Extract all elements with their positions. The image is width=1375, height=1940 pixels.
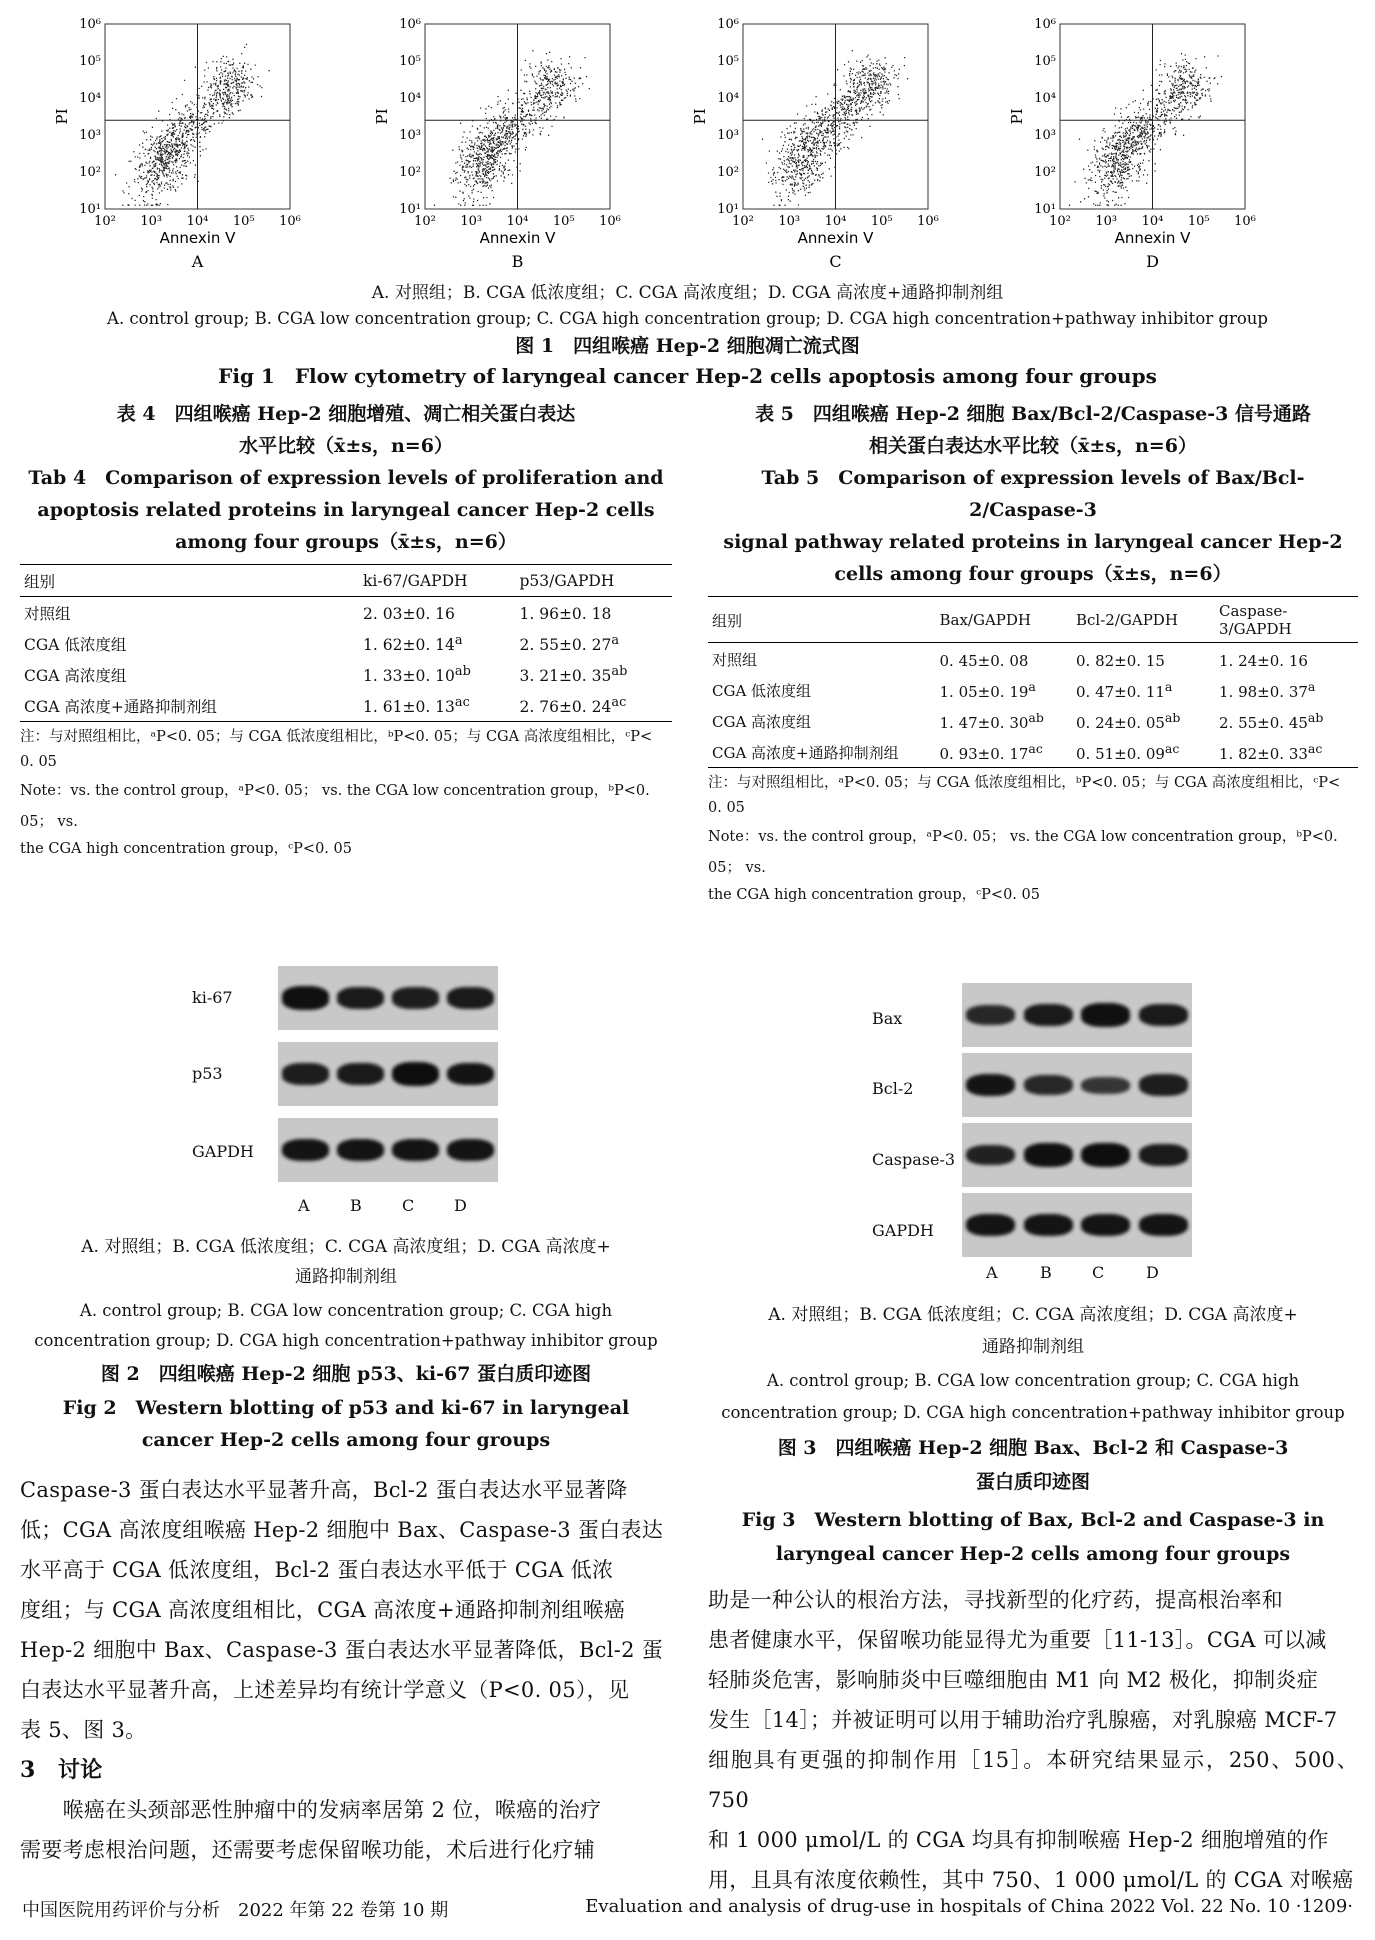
table4-block — [20, 398, 672, 865]
x-tick-label: 10⁴ — [186, 214, 209, 229]
tab5-header: 组别 — [708, 597, 936, 643]
y-axis-label: PI — [373, 108, 391, 125]
tab5-cell: 0. 24±0. $05^{ab}$ — [1076, 710, 1181, 732]
text-line: Caspase-3 蛋白表达水平显著升高，Bcl-2 蛋白表达水平显著降 — [20, 1478, 628, 1502]
x-tick-label: 10² — [732, 214, 754, 229]
blot-strip-ki67 — [278, 966, 498, 1030]
y-tick-label: 10⁵ — [399, 54, 421, 69]
x-tick-label: 10³ — [140, 214, 163, 229]
blot-strip-gapdh-3 — [962, 1193, 1192, 1257]
text-line: 轻肺炎危害，影响肺炎中巨噬细胞由 M1 向 M2 极化，抑制炎症 — [708, 1668, 1319, 1692]
tab4-cell: 2. 03±0. 16 — [363, 605, 455, 624]
y-tick-label: 10⁶ — [1034, 17, 1056, 32]
fig2-cap-en-1: A. control group; B. CGA low concentration group; C. CGA high — [79, 1301, 613, 1320]
text-line: 细胞具有更强的抑制作用［15］。本研究结果显示，250、500、750 — [708, 1748, 1358, 1812]
blot-strip-p53 — [278, 1042, 498, 1106]
band-bax-c — [1081, 1003, 1130, 1026]
y-tick-label: 10¹ — [399, 202, 421, 217]
y-tick-label: 10⁴ — [1034, 91, 1056, 106]
fig2-title-zh: 图 2 四组喉癌 Hep-2 细胞 p53、ki-67 蛋白质印迹图 — [100, 1363, 592, 1385]
footer-left: 中国医院用药评价与分析 2022 年第 22 卷第 10 期 — [22, 1900, 449, 1921]
tab4-header: p53/GAPDH — [516, 565, 673, 597]
tab4-cell: 3. 21±0. $35^{ab}$ — [519, 664, 628, 686]
y-axis-label: PI — [1008, 108, 1026, 125]
band-gapdh3-b — [1024, 1214, 1073, 1237]
x-tick-label: 10⁴ — [824, 214, 847, 229]
tab5-cell: 0. 45±0. 08 — [939, 652, 1029, 670]
tab5-header: Caspase-3/GAPDH — [1215, 597, 1358, 643]
y-tick-label: 10⁵ — [1034, 54, 1056, 69]
tab4-note-zh-2: 0. 05 — [20, 754, 57, 770]
tab5-cell: 1. 47±0. $30^{ab}$ — [939, 710, 1044, 732]
band-bax-d — [1139, 1004, 1188, 1026]
lane-label: A — [986, 1263, 998, 1282]
band-p53-b — [337, 1063, 384, 1085]
blot-strip-caspase3 — [962, 1123, 1192, 1187]
flow-cytometry-figure — [53, 14, 1330, 274]
y-axis-label: PI — [691, 108, 709, 125]
band-p53-a — [282, 1063, 329, 1084]
blot-strip-gapdh — [278, 1118, 498, 1182]
fig3-cap-en-1: A. control group; B. CGA low concentration group; C. CGA high — [766, 1371, 1300, 1390]
tab4-title-zh-1: 表 4 四组喉癌 Hep-2 细胞增殖、凋亡相关蛋白表达 — [116, 403, 576, 425]
blot-strip-bax — [962, 983, 1192, 1047]
text-line: 喉癌在头颈部恶性肿瘤中的发病率居第 2 位，喉癌的治疗 — [20, 1798, 602, 1822]
text-line: 助是一种公认的根治方法，寻找新型的化疗药，提高根治率和 — [708, 1588, 1284, 1612]
tab5-cell: CGA 高浓度+通路抑制剂组 — [708, 736, 936, 768]
fig2-cap-en-2: concentration group; D. CGA high concentration+pathway inhibitor group — [34, 1331, 658, 1350]
text-line: 需要考虑根治问题，还需要考虑保留喉功能，术后进行化疗辅 — [20, 1838, 596, 1862]
y-tick-label: 10¹ — [1034, 202, 1056, 217]
fig3-title-zh-1: 图 3 四组喉癌 Hep-2 细胞 Bax、Bcl-2 和 Caspase-3 — [777, 1437, 1289, 1459]
text-line: Hep-2 细胞中 Bax、Caspase-3 蛋白表达水平显著降低，Bcl-2 蛋 — [20, 1638, 664, 1662]
table-row — [20, 597, 672, 629]
fig3-title-en-2: laryngeal cancer Hep-2 cells among four groups — [775, 1543, 1291, 1565]
tab4-title-zh-2: 水平比较（x̄±s，n=6） — [239, 435, 453, 457]
blot-strip-bcl2 — [962, 1053, 1192, 1117]
fig2-label: ki-67 — [192, 988, 233, 1007]
band-bcl2-c — [1081, 1077, 1130, 1094]
band-casp3-c — [1081, 1143, 1130, 1167]
tab5-note-zh-2: 0. 05 — [708, 800, 745, 816]
text-line: 发生［14］；并被证明可以用于辅助治疗乳腺癌，对乳腺癌 MCF-7 — [708, 1708, 1338, 1732]
table4 — [20, 564, 672, 722]
fig3-title-en-1: Fig 3 Western blotting of Bax, Bcl-2 and Caspase-3 in — [741, 1509, 1325, 1531]
fig2-title-en-2: cancer Hep-2 cells among four groups — [141, 1429, 551, 1451]
body-text-left — [20, 1470, 680, 1870]
x-tick-label: 10⁶ — [279, 214, 301, 229]
table5 — [708, 596, 1358, 768]
x-axis-label: Annexin V — [159, 229, 236, 247]
x-tick-label: 10³ — [1095, 214, 1118, 229]
tab5-cell: 2. 55±0. $45^{ab}$ — [1219, 710, 1324, 732]
band-casp3-a — [966, 1145, 1015, 1166]
band-bcl2-b — [1024, 1075, 1073, 1095]
band-ki67-d — [447, 987, 494, 1009]
x-axis-label: Annexin V — [479, 229, 556, 247]
lane-label: B — [1040, 1263, 1052, 1282]
tab4-cell: 对照组 — [24, 605, 71, 623]
x-tick-label: 10⁶ — [1234, 214, 1256, 229]
band-bcl2-a — [966, 1074, 1015, 1097]
y-tick-label: 10³ — [79, 128, 101, 143]
tab5-title-en-3: cells among four groups（x̄±s，n=6） — [834, 563, 1232, 585]
x-tick-label: 10³ — [460, 214, 483, 229]
y-tick-label: 10⁶ — [399, 17, 421, 32]
band-ki67-c — [392, 987, 439, 1008]
footer-right: Evaluation and analysis of drug-use in hospitals of China 2022 Vol. 22 No. 10 ·1209· — [585, 1896, 1353, 1917]
lane-label: C — [1092, 1263, 1105, 1282]
band-p53-d — [447, 1063, 494, 1086]
tab5-cell: 对照组 — [712, 650, 758, 669]
tab4-title-en-1: Tab 4 Comparison of expression levels of proliferation and — [28, 467, 664, 489]
panel-letter: C — [829, 252, 842, 271]
lane-label: B — [350, 1196, 362, 1215]
y-tick-label: 10⁶ — [79, 17, 101, 32]
y-tick-label: 10³ — [399, 128, 421, 143]
y-tick-label: 10⁵ — [79, 54, 101, 69]
band-p53-c — [392, 1062, 439, 1086]
fig3-label: Caspase-3 — [872, 1150, 956, 1169]
tab4-cell: CGA 高浓度+通路抑制剂组 — [20, 690, 359, 722]
lane-label: D — [1146, 1263, 1159, 1282]
y-tick-label: 10⁵ — [717, 54, 739, 69]
fig3-label: Bax — [872, 1009, 903, 1028]
fig3-label: GAPDH — [872, 1221, 934, 1240]
table-row — [20, 690, 672, 722]
text-line: 水平高于 CGA 低浓度组，Bcl-2 蛋白表达水平低于 CGA 低浓 — [20, 1558, 614, 1582]
band-ki67-b — [337, 987, 384, 1009]
x-tick-label: 10⁵ — [1187, 214, 1210, 229]
scatter-points-A — [115, 44, 270, 205]
x-tick-label: 10⁴ — [1141, 214, 1164, 229]
table-row — [708, 674, 1358, 705]
tab4-cell: 2. 55±0. 27$^a$ — [519, 633, 620, 655]
tab4-title-en-2: apoptosis related proteins in laryngeal cancer Hep-2 cells — [37, 499, 655, 521]
band-casp3-b — [1024, 1143, 1073, 1166]
tab5-cell: 0. 51±0. $09^{ac}$ — [1072, 736, 1215, 768]
tab4-title-en-3: among four groups（x̄±s，n=6） — [175, 531, 517, 553]
tab4-cell: CGA 高浓度组 — [24, 667, 127, 685]
table5-block — [708, 398, 1358, 911]
band-gapdh-c — [392, 1139, 439, 1162]
text-line: 度组；与 CGA 高浓度组相比，CGA 高浓度+通路抑制剂组喉癌 — [20, 1598, 626, 1622]
fig3-cap-en-2: concentration group; D. CGA high concentration+pathway inhibitor group — [721, 1403, 1345, 1422]
tab5-cell: 1. 24±0. 16 — [1219, 652, 1308, 670]
y-tick-label: 10³ — [717, 128, 739, 143]
tab5-cell: 0. 47±0. 11$^a$ — [1076, 679, 1173, 701]
y-tick-label: 10⁶ — [717, 17, 739, 32]
x-tick-label: 10⁵ — [232, 214, 255, 229]
y-tick-label: 10³ — [1034, 128, 1056, 143]
band-bcl2-d — [1139, 1074, 1188, 1095]
fig2-title-en-1: Fig 2 Western blotting of p53 and ki-67 in laryngeal — [62, 1397, 630, 1419]
tab4-cell: 1. 62±0. 14$^a$ — [363, 633, 463, 655]
tab5-title-zh-2: 相关蛋白表达水平比较（x̄±s，n=6） — [869, 435, 1197, 457]
lane-label: A — [298, 1196, 310, 1215]
fig1-title-zh: 图 1 四组喉癌 Hep-2 细胞凋亡流式图 — [515, 335, 860, 357]
lane-label: C — [402, 1196, 415, 1215]
y-tick-label: 10² — [79, 165, 101, 180]
fig2-label: p53 — [192, 1064, 223, 1083]
table-row — [708, 736, 1358, 768]
fig3-cap-zh-1: A. 对照组；B. CGA 低浓度组；C. CGA 高浓度组；D. CGA 高浓度+ — [768, 1305, 1298, 1325]
tab4-cell: 1. 61±0. $13^{ac}$ — [359, 690, 515, 722]
text-line: 白表达水平显著升高，上述差异均有统计学意义（P<0. 05），见 — [20, 1678, 630, 1702]
panel-letter: B — [511, 252, 524, 271]
y-tick-label: 10² — [399, 165, 421, 180]
tab5-title-zh-1: 表 5 四组喉癌 Hep-2 细胞 Bax/Bcl-2/Caspase-3 信号通路 — [755, 403, 1311, 425]
tab4-header: 组别 — [20, 565, 359, 597]
tab4-header: ki-67/GAPDH — [359, 565, 515, 597]
tab5-cell: 1. 05±0. 19$^a$ — [939, 679, 1036, 701]
y-tick-label: 10⁴ — [79, 91, 101, 106]
text-line: 患者健康水平，保留喉功能显得尤为重要［11-13］。CGA 可以减 — [708, 1628, 1327, 1652]
tab4-note-en-2: the CGA high concentration group，ᶜP<0. 05 — [20, 841, 352, 857]
tab4-cell: 1. 33±0. $10^{ab}$ — [363, 664, 471, 686]
fig2-cap-zh-2: 通路抑制剂组 — [295, 1267, 397, 1287]
tab5-title-en-1: Tab 5 Comparison of expression levels of Bax/Bcl-2/Caspase-3 — [761, 467, 1305, 521]
x-tick-label: 10² — [94, 214, 116, 229]
x-axis-label: Annexin V — [797, 229, 874, 247]
x-tick-label: 10⁴ — [506, 214, 529, 229]
fig3-label: Bcl-2 — [872, 1079, 914, 1098]
fig1-title-en: Fig 1 Flow cytometry of laryngeal cancer Hep-2 cells apoptosis among four groups — [218, 364, 1157, 388]
fig3-title-zh-2: 蛋白质印迹图 — [975, 1471, 1090, 1493]
x-tick-label: 10² — [414, 214, 436, 229]
table-row — [20, 628, 672, 659]
tab5-header: Bax/GAPDH — [936, 597, 1073, 643]
text-line: 用，且具有浓度依赖性，其中 750、1 000 μmol/L 的 CGA 对喉癌 — [708, 1868, 1354, 1892]
band-bax-b — [1024, 1004, 1073, 1026]
tab4-cell: 1. 96±0. 18 — [519, 605, 612, 624]
tab5-header: Bcl-2/GAPDH — [1072, 597, 1215, 643]
x-tick-label: 10⁶ — [917, 214, 939, 229]
x-tick-label: 10⁶ — [599, 214, 621, 229]
tab5-note-en-1: Note：vs. the control group，ᵃP<0. 05； vs. the CGA low concentration group，ᵇP<0. 05； vs. — [708, 829, 1338, 876]
band-bax-a — [966, 1005, 1015, 1025]
text-line: 和 1 000 μmol/L 的 CGA 均具有抑制喉癌 Hep-2 细胞增殖的作 — [708, 1828, 1329, 1852]
table-row — [708, 643, 1358, 675]
band-gapdh-d — [447, 1139, 494, 1162]
panel-letter: A — [191, 252, 204, 271]
band-gapdh-a — [282, 1139, 329, 1162]
fig2-cap-zh-1: A. 对照组；B. CGA 低浓度组；C. CGA 高浓度组；D. CGA 高浓度+ — [81, 1237, 611, 1257]
band-gapdh3-c — [1081, 1214, 1130, 1237]
tab5-cell: 1. 82±0. $33^{ac}$ — [1215, 736, 1358, 768]
band-gapdh3-a — [966, 1214, 1015, 1237]
x-tick-label: 10² — [1049, 214, 1071, 229]
tab4-note-zh-1: 注：与对照组相比，ᵃP<0. 05；与 CGA 低浓度组相比，ᵇP<0. 05；与 CGA 高浓度组相比，ᶜP< — [20, 729, 653, 745]
tab5-note-zh-1: 注：与对照组相比，ᵃP<0. 05；与 CGA 低浓度组相比，ᵇP<0. 05；与 CGA 高浓度组相比，ᶜP< — [708, 775, 1341, 791]
table-row — [708, 705, 1358, 736]
lane-label: D — [454, 1196, 467, 1215]
tab5-note-en-2: the CGA high concentration group，ᶜP<0. 05 — [708, 887, 1040, 903]
table-row — [20, 659, 672, 690]
x-tick-label: 10³ — [778, 214, 801, 229]
tab4-cell: CGA 低浓度组 — [24, 636, 127, 654]
tab5-cell: 0. 93±0. $17^{ac}$ — [936, 736, 1073, 768]
tab5-cell: CGA 低浓度组 — [712, 681, 812, 700]
fig2-label: GAPDH — [192, 1142, 254, 1161]
tab4-cell: 2. 76±0. $24^{ac}$ — [516, 690, 673, 722]
band-gapdh-b — [337, 1139, 384, 1162]
tab5-cell: 1. 98±0. 37$^a$ — [1219, 679, 1316, 701]
flow-cytometry-panels — [53, 14, 1330, 274]
scatter-points-B — [434, 51, 590, 206]
y-tick-label: 10² — [1034, 165, 1056, 180]
fig1-caption-zh: A. 对照组；B. CGA 低浓度组；C. CGA 高浓度组；D. CGA 高浓度+通路抑制剂组 — [371, 283, 1004, 303]
y-tick-label: 10¹ — [717, 202, 739, 217]
tab5-title-en-2: signal pathway related proteins in laryngeal cancer Hep-2 — [723, 531, 1343, 553]
band-gapdh3-d — [1139, 1214, 1188, 1237]
fig3-cap-zh-2: 通路抑制剂组 — [982, 1337, 1084, 1357]
x-tick-label: 10⁵ — [552, 214, 575, 229]
section-heading: 3 讨论 — [20, 1757, 103, 1783]
x-axis-label: Annexin V — [1114, 229, 1191, 247]
y-axis-label: PI — [53, 108, 71, 125]
tab5-cell: 0. 82±0. 15 — [1076, 652, 1165, 670]
tab5-cell: CGA 高浓度组 — [712, 712, 812, 731]
y-tick-label: 10¹ — [79, 202, 101, 217]
band-casp3-d — [1139, 1144, 1188, 1166]
fig1-caption-en: A. control group; B. CGA low concentration group; C. CGA high concentration group; D. CGA high concentration+pathway inhibitor group — [107, 309, 1268, 328]
y-tick-label: 10⁴ — [399, 91, 421, 106]
text-line: 低；CGA 高浓度组喉癌 Hep-2 细胞中 Bax、Caspase-3 蛋白表达 — [20, 1518, 664, 1542]
tab4-note-en-1: Note：vs. the control group，ᵃP<0. 05； vs. the CGA low concentration group，ᵇP<0. 05； vs. — [20, 783, 650, 830]
y-tick-label: 10⁴ — [717, 91, 739, 106]
y-tick-label: 10² — [717, 165, 739, 180]
x-tick-label: 10⁵ — [870, 214, 893, 229]
panel-letter: D — [1146, 252, 1159, 271]
text-line: 表 5、图 3。 — [20, 1718, 147, 1742]
body-text-right — [708, 1580, 1358, 1900]
band-ki67-a — [282, 986, 329, 1009]
scatter-points-D — [1069, 54, 1222, 206]
